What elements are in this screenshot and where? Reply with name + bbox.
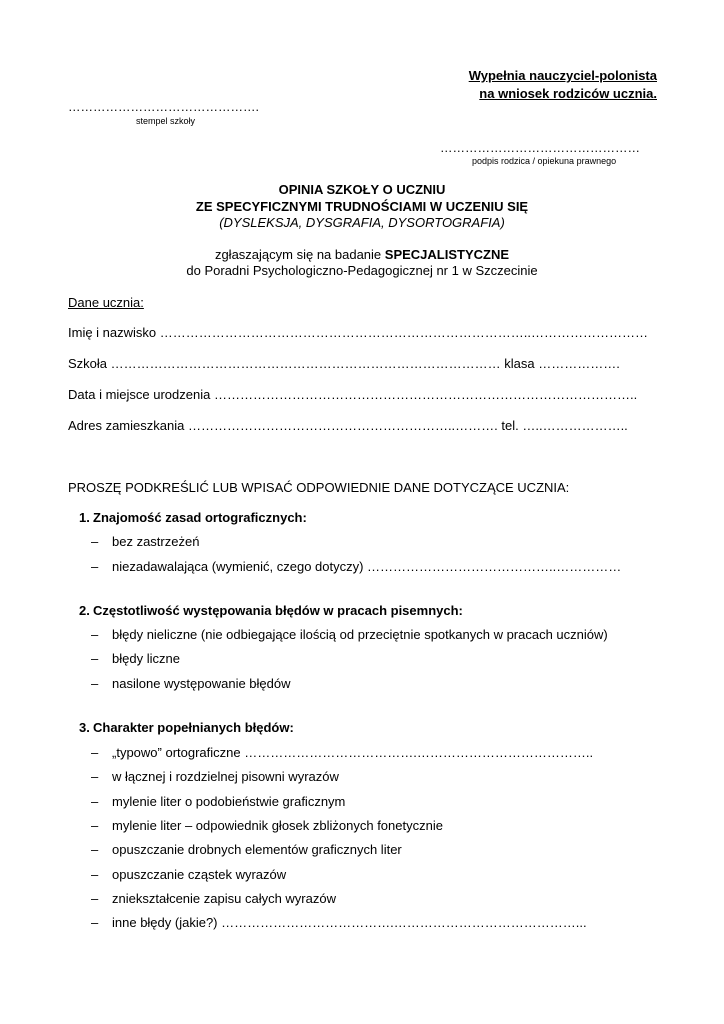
item-label: bez zastrzeżeń <box>112 534 200 549</box>
dash-icon: – <box>91 794 99 809</box>
section-2-label: Częstotliwość występowania błędów w pracach pisemnych: <box>93 603 463 618</box>
student-heading: Dane ucznia: <box>68 295 144 310</box>
section-2-num: 2. <box>79 603 90 618</box>
dash-icon: – <box>91 842 99 857</box>
section-3-title <box>79 720 294 735</box>
dash-icon: – <box>91 559 99 574</box>
section-1-num: 1. <box>79 510 90 525</box>
item-label: inne błędy (jakie?) ………………………………….……………………………………... <box>112 915 587 930</box>
signature-label: podpis rodzica / opiekuna prawnego <box>472 156 617 166</box>
section-2-title <box>79 603 463 618</box>
item-label: „typowo” ortograficzne ………………………………….………………………………….. <box>112 745 594 760</box>
section-3-item[interactable] <box>91 769 339 784</box>
section-3-item[interactable] <box>91 842 402 857</box>
fill-note-line1: Wypełnia nauczyciel-polonista <box>468 68 657 83</box>
title-line4-prefix: zgłaszającym się na badanie <box>214 247 385 262</box>
dash-icon: – <box>91 627 99 642</box>
stamp-label: stempel szkoły <box>136 116 196 126</box>
title-line5: do Poradni Psychologiczno-Pedagogicznej nr 1 w Szczecinie <box>186 263 538 278</box>
section-3-num: 3. <box>79 720 90 735</box>
title-line1: OPINIA SZKOŁY O UCZNIU <box>278 182 446 197</box>
section-1-item[interactable] <box>91 559 621 574</box>
section-1-item[interactable] <box>91 534 199 549</box>
item-label: mylenie liter – odpowiednik głosek zbliżonych fonetycznie <box>112 818 443 833</box>
section-1-label: Znajomość zasad ortograficznych: <box>93 510 307 525</box>
student-name-field[interactable]: Imię i nazwisko …………………………………………………………………………..……………………… <box>68 325 648 340</box>
section-2-item[interactable] <box>91 651 180 666</box>
section-3-item[interactable] <box>91 794 345 809</box>
item-label: opuszczanie drobnych elementów graficznych liter <box>112 842 402 857</box>
dash-icon: – <box>91 745 99 760</box>
section-3-item[interactable] <box>91 891 336 906</box>
dash-icon: – <box>91 651 99 666</box>
signature-dots: ………………………………………… <box>440 141 640 155</box>
item-label: niezadawalająca (wymienić, czego dotyczy) ……………………………………..…………… <box>112 559 622 574</box>
instruction-text: PROSZĘ PODKREŚLIĆ LUB WPISAĆ ODPOWIEDNIE DANE DOTYCZĄCE UCZNIA: <box>68 480 570 495</box>
student-birth-field[interactable]: Data i miejsce urodzenia …………………………………………………………………………………….. <box>68 387 638 402</box>
dash-icon: – <box>91 867 99 882</box>
item-label: zniekształcenie zapisu całych wyrazów <box>112 891 336 906</box>
title-line4 <box>0 247 724 262</box>
dash-icon: – <box>91 891 99 906</box>
section-2-item[interactable] <box>91 676 291 691</box>
dash-icon: – <box>91 818 99 833</box>
student-address-field[interactable]: Adres zamieszkania ……………………………………………………..………. tel. …..……………….. <box>68 418 628 433</box>
title-line3: (DYSLEKSJA, DYSGRAFIA, DYSORTOGRAFIA) <box>219 215 505 230</box>
item-label: błędy liczne <box>112 651 180 666</box>
section-3-item[interactable] <box>91 745 593 760</box>
item-label: opuszczanie cząstek wyrazów <box>112 867 287 882</box>
section-3-item[interactable] <box>91 818 443 833</box>
stamp-dots: ………………………………………. <box>68 100 259 114</box>
item-label: błędy nieliczne (nie odbiegające ilością od przeciętnie spotkanych w pracach uczniów) <box>112 627 608 642</box>
section-3-item[interactable] <box>91 867 286 882</box>
item-label: mylenie liter o podobieństwie graficznym <box>112 794 346 809</box>
dash-icon: – <box>91 915 99 930</box>
title-line4-bold: SPECJALISTYCZNE <box>384 247 510 262</box>
section-3-item[interactable] <box>91 915 587 930</box>
item-label: nasilone występowanie błędów <box>112 676 291 691</box>
item-label: w łącznej i rozdzielnej pisowni wyrazów <box>112 769 339 784</box>
dash-icon: – <box>91 534 99 549</box>
section-1-title <box>79 510 307 525</box>
fill-note-line2: na wniosek rodziców ucznia. <box>479 86 657 101</box>
title-line2: ZE SPECYFICZNYMI TRUDNOŚCIAMI W UCZENIU SIĘ <box>195 199 529 214</box>
section-2-item[interactable] <box>91 627 608 642</box>
section-3-label: Charakter popełnianych błędów: <box>93 720 294 735</box>
dash-icon: – <box>91 676 99 691</box>
student-school-field[interactable]: Szkoła ……………………………………………………………………………… klasa ………………. <box>68 356 620 371</box>
dash-icon: – <box>91 769 99 784</box>
